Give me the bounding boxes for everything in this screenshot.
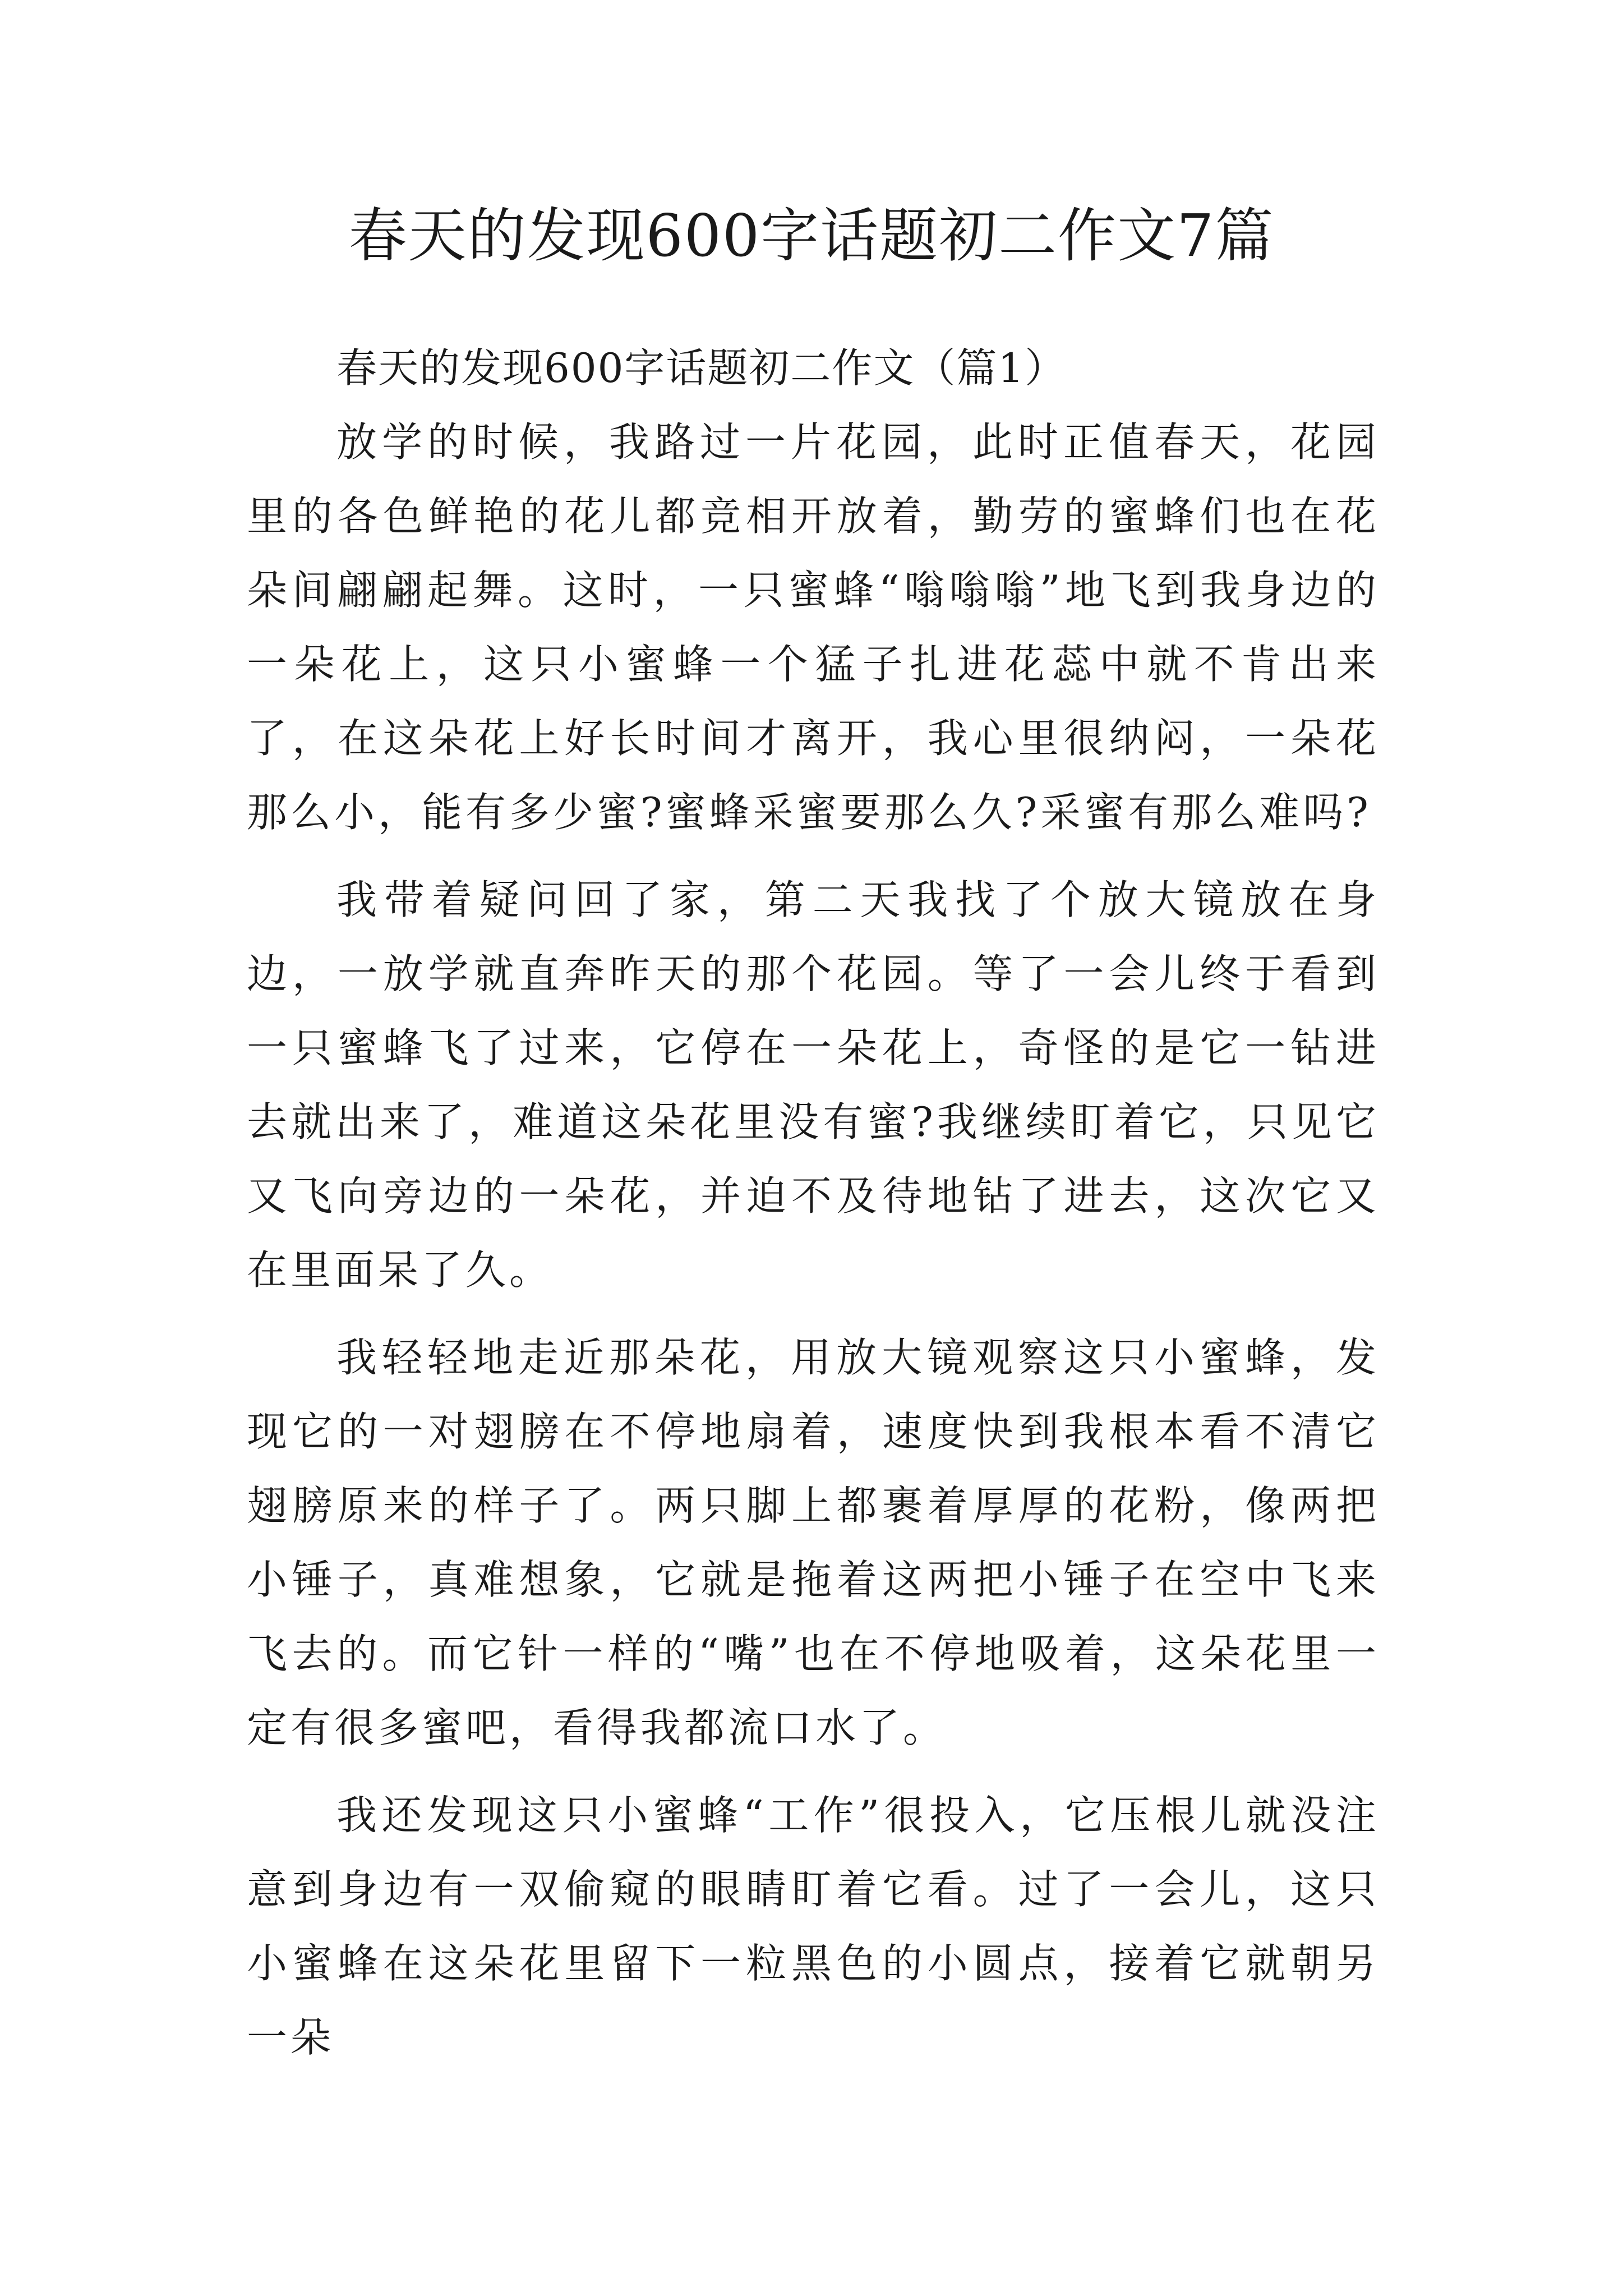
paragraph: 我轻轻地走近那朵花，用放大镜观察这只小蜜蜂，发现它的一对翅膀在不停地扇着，速度快到我根本看不清它翅膀原来的样子了。两只脚上都裹着厚厚的花粉，像两把小锤子，真难想象，它就是拖着这两把小锤子在空中飞来飞去的。而它针一样的“嘴”也在不停地吸着，这朵花里一定有很多蜜吧，看得我都流口水了。 (247, 1334, 1380, 1751)
document-title: 春天的发现600字话题初二作文7篇 (348, 201, 1275, 270)
paragraph: 我带着疑问回了家，第二天我找了个放大镜放在身边，一放学就直奔昨天的那个花园。等了一会儿终于看到一只蜜蜂飞了过来，它停在一朵花上，奇怪的是它一钻进去就出来了，难道这朵花里没有蜜?我继续盯着它，只见它又飞向旁边的一朵花，并迫不及待地钻了进去，这次它又在里面呆了久。 (247, 876, 1380, 1294)
section-heading: 春天的发现600字话题初二作文（篇1） (336, 344, 1067, 392)
paragraph: 放学的时候，我路过一片花园，此时正值春天，花园里的各色鲜艳的花儿都竞相开放着，勤劳的蜜蜂们也在花朵间翩翩起舞。这时，一只蜜蜂“嗡嗡嗡”地飞到我身边的一朵花上，这只小蜜蜂一个猛子扎进花蕊中就不肯出来了，在这朵花上好长时间才离开，我心里很纳闷，一朵花那么小，能有多少蜜?蜜蜂采蜜要那么久?采蜜有那么难吗? (247, 418, 1380, 836)
paragraph: 我还发现这只小蜜蜂“工作”很投入，它压根儿就没注意到身边有一双偷窥的眼睛盯着它看。过了一会儿，这只小蜜蜂在这朵花里留下一粒黑色的小圆点，接着它就朝另一朵 (247, 1792, 1380, 2061)
document-body (247, 331, 1380, 2088)
